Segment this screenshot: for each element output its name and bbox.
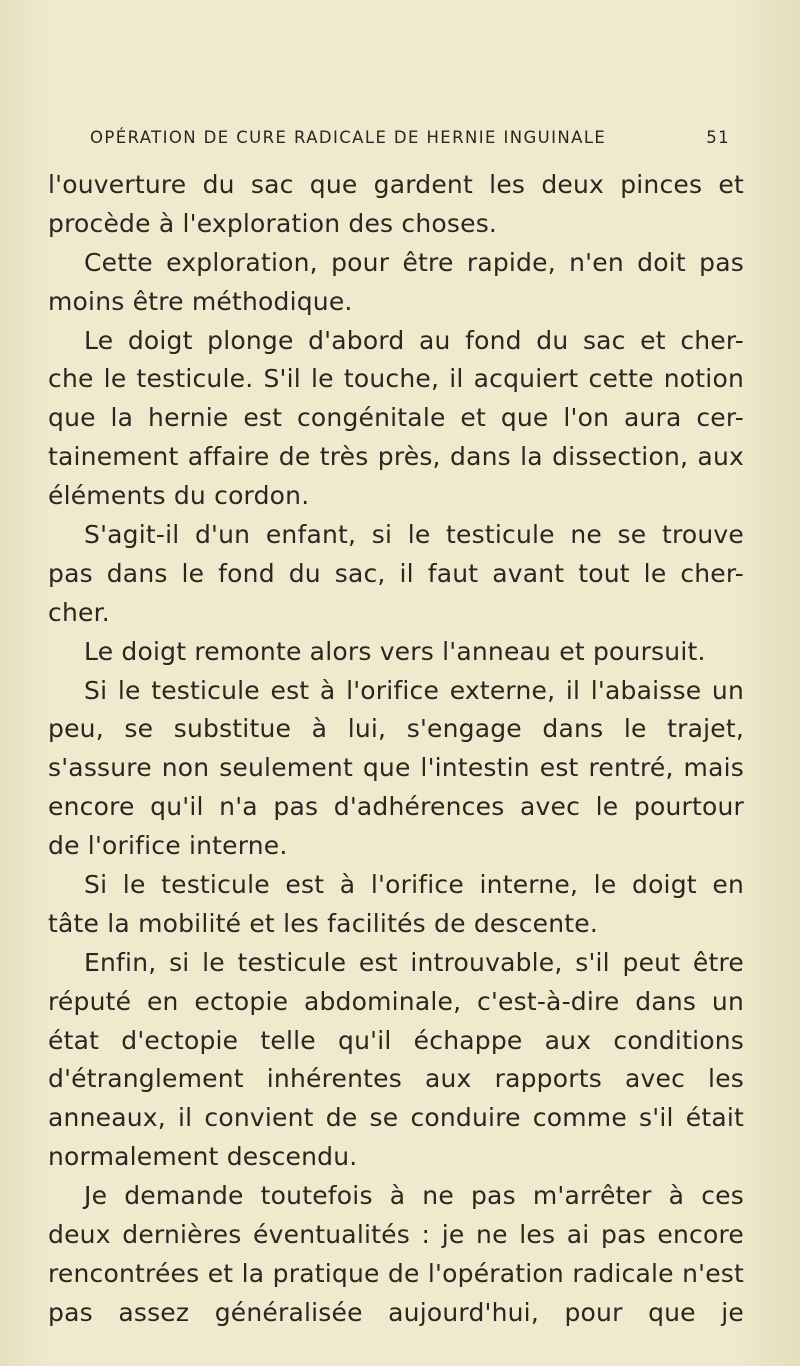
body-text	[48, 166, 744, 1333]
text-line: peu, se substitue à lui, s'engage dans le trajet,	[48, 714, 744, 744]
text-line: l'ouverture du sac que gardent les deux pinces et	[48, 170, 744, 199]
text-line: de l'orifice interne.	[48, 831, 288, 861]
text-line: pas assez généralisée aujourd'hui, pour que je	[48, 1297, 744, 1327]
text-line: Enfin, si le testicule est introuvable, s'il peut être	[84, 947, 744, 977]
text-line: che le testicule. S'il le touche, il acquiert cette notion	[48, 364, 744, 394]
text-line: anneaux, il convient de se conduire comme s'il était	[48, 1103, 744, 1133]
running-header	[90, 128, 730, 147]
text-line: d'étranglement inhérentes aux rapports avec les	[48, 1064, 744, 1094]
text-line: Si le testicule est à l'orifice interne, le doigt en	[84, 870, 744, 900]
text-line: cher.	[48, 597, 110, 627]
text-line: rencontrées et la pratique de l'opération radicale n'est	[48, 1258, 744, 1288]
text-line: tainement affaire de très près, dans la dissection, aux	[48, 442, 744, 472]
text-line: pas dans le fond du sac, il faut avant tout le cher-	[48, 558, 744, 588]
text-line: s'assure non seulement que l'intestin est rentré, mais	[48, 753, 744, 783]
text-line: que la hernie est congénitale et que l'on aura cer-	[48, 403, 744, 433]
text-line: Cette exploration, pour être rapide, n'en doit pas	[84, 247, 744, 277]
text-line: normalement descendu.	[48, 1142, 358, 1172]
text-line: moins être méthodique.	[48, 286, 353, 316]
text-line: éléments du cordon.	[48, 481, 310, 511]
text-line: Si le testicule est à l'orifice externe, il l'abaisse un	[84, 675, 744, 705]
text-line: Je demande toutefois à ne pas m'arrêter à ces	[84, 1181, 744, 1211]
text-line: deux dernières éventualités : je ne les ai pas encore	[48, 1220, 744, 1250]
text-line: Le doigt remonte alors vers l'anneau et poursuit.	[84, 636, 706, 666]
text-line: S'agit-il d'un enfant, si le testicule ne se trouve	[84, 520, 744, 550]
text-line: procède à l'exploration des choses.	[48, 208, 498, 238]
text-line: tâte la mobilité et les facilités de descente.	[48, 908, 599, 938]
text-line: réputé en ectopie abdominale, c'est-à-dire dans un	[48, 986, 744, 1016]
page-number: 51	[706, 128, 730, 147]
text-line: Le doigt plonge d'abord au fond du sac et cher-	[84, 325, 744, 355]
chapter-title: OPÉRATION DE CURE RADICALE DE HERNIE INGUINALE	[90, 128, 607, 147]
text-line: état d'ectopie telle qu'il échappe aux conditions	[48, 1025, 744, 1055]
text-line: encore qu'il n'a pas d'adhérences avec le pourtour	[48, 792, 744, 822]
